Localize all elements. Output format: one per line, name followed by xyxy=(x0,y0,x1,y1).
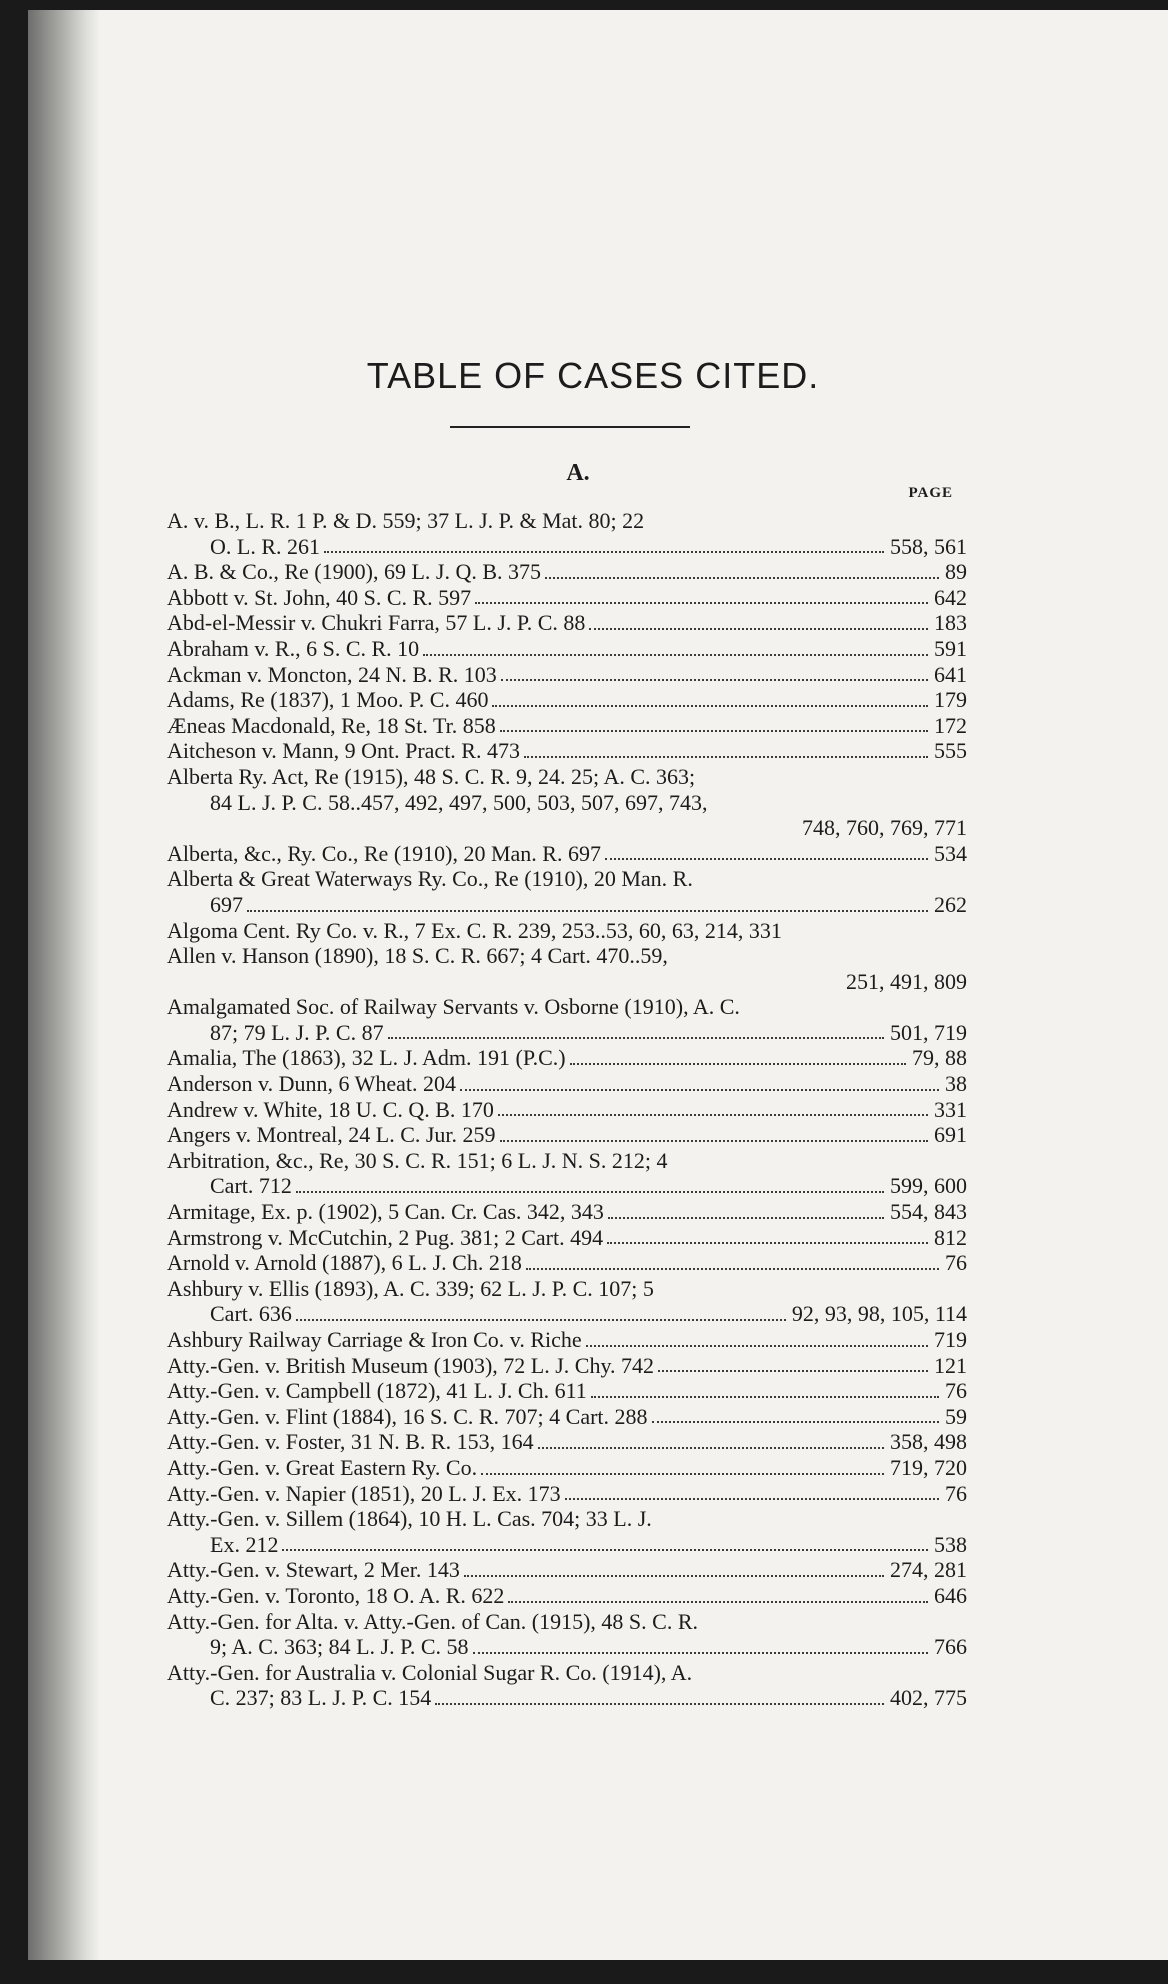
case-entry xyxy=(167,1148,967,1199)
dot-leader xyxy=(545,577,939,579)
page-references: 331 xyxy=(930,1097,967,1123)
case-entry xyxy=(167,1199,967,1225)
case-entry xyxy=(167,738,967,764)
case-entry xyxy=(167,943,967,994)
page-references: 172 xyxy=(930,713,967,739)
case-citation-text: Alberta, &c., Ry. Co., Re (1910), 20 Man. R. 697 xyxy=(167,841,605,866)
page-references: 591 xyxy=(930,636,967,662)
case-citation-line xyxy=(167,636,967,662)
page-references: 179 xyxy=(930,687,967,713)
case-citation-text: Ashbury v. Ellis (1893), A. C. 339; 62 L. J. P. C. 107; 5 xyxy=(167,1276,658,1301)
case-citation-continuation xyxy=(167,1301,967,1327)
dot-leader xyxy=(282,1549,928,1551)
case-citation-line xyxy=(167,1225,967,1251)
book-page xyxy=(28,10,1168,1960)
case-citation-text: A. B. & Co., Re (1900), 69 L. J. Q. B. 375 xyxy=(167,559,545,584)
case-citation-line xyxy=(167,1404,967,1430)
page-references: 358, 498 xyxy=(886,1429,967,1455)
page-references: 646 xyxy=(930,1583,967,1609)
case-citation-line xyxy=(167,508,967,534)
case-citation-text: 251, 491, 809 xyxy=(846,968,967,994)
case-citation-line xyxy=(167,1429,967,1455)
case-citation-text: Atty.-Gen. v. British Museum (1903), 72 L. J. Chy. 742 xyxy=(167,1353,658,1378)
case-entry xyxy=(167,1378,967,1404)
case-citation-line xyxy=(167,1199,967,1225)
case-entry xyxy=(167,1404,967,1430)
case-citation-text: Adams, Re (1837), 1 Moo. P. C. 460 xyxy=(167,687,492,712)
page-references: 642 xyxy=(930,585,967,611)
dot-leader xyxy=(388,1037,884,1039)
title-rule xyxy=(450,426,690,428)
dot-leader xyxy=(570,1063,906,1065)
dot-leader xyxy=(296,1191,884,1193)
case-entry xyxy=(167,1097,967,1123)
case-citation-text: Atty.-Gen. v. Toronto, 18 O. A. R. 622 xyxy=(167,1583,508,1608)
case-citation-text: C. 237; 83 L. J. P. C. 154 xyxy=(210,1685,435,1710)
case-entry xyxy=(167,866,967,917)
dot-leader xyxy=(498,1114,928,1116)
case-citation-text: Atty.-Gen. for Australia v. Colonial Sugar R. Co. (1914), A. xyxy=(167,1660,696,1685)
case-citation-text: Armitage, Ex. p. (1902), 5 Can. Cr. Cas. 342, 343 xyxy=(167,1199,608,1224)
dot-leader xyxy=(247,910,928,912)
page-references: 262 xyxy=(930,892,967,918)
case-citation-text: Abbott v. St. John, 40 S. C. R. 597 xyxy=(167,585,475,610)
page-references: 92, 93, 98, 105, 114 xyxy=(788,1301,967,1327)
dot-leader xyxy=(500,1140,928,1142)
case-citation-text: Aitcheson v. Mann, 9 Ont. Pract. R. 473 xyxy=(167,738,524,763)
page-references: 558, 561 xyxy=(886,534,967,560)
dot-leader xyxy=(481,1473,884,1475)
case-entry xyxy=(167,1353,967,1379)
case-citation-line xyxy=(167,585,967,611)
case-citation-text: Atty.-Gen. v. Flint (1884), 16 S. C. R. 707; 4 Cart. 288 xyxy=(167,1404,652,1429)
page-references: 183 xyxy=(930,610,967,636)
page-references: 76 xyxy=(941,1378,967,1404)
dot-leader xyxy=(565,1498,939,1500)
dot-leader xyxy=(475,602,928,604)
case-entry xyxy=(167,1250,967,1276)
case-citation-text: Allen v. Hanson (1890), 18 S. C. R. 667; 4 Cart. 470..59, xyxy=(167,943,672,968)
dot-leader xyxy=(608,1217,884,1219)
case-citation-text: Atty.-Gen. v. Great Eastern Ry. Co. xyxy=(167,1455,481,1480)
case-citation-line xyxy=(167,943,967,969)
page-references: 79, 88 xyxy=(908,1045,967,1071)
case-citation-text: Atty.-Gen. v. Campbell (1872), 41 L. J. Ch. 611 xyxy=(167,1378,591,1403)
case-entry xyxy=(167,1122,967,1148)
case-citation-text: 748, 760, 769, 771 xyxy=(802,815,967,841)
case-citation-text: Amalia, The (1863), 32 L. J. Adm. 191 (P.C.) xyxy=(167,1045,570,1070)
case-citation-text: Æneas Macdonald, Re, 18 St. Tr. 858 xyxy=(167,713,500,738)
dot-leader xyxy=(460,1089,939,1091)
page-references: 719, 720 xyxy=(886,1455,967,1481)
case-citation-continuation xyxy=(167,1685,967,1711)
case-entry xyxy=(167,1429,967,1455)
case-citation-line xyxy=(167,994,967,1020)
page-references: 89 xyxy=(941,559,967,585)
case-citation-line xyxy=(167,738,967,764)
case-citation-text: 9; A. C. 363; 84 L. J. P. C. 58 xyxy=(210,1634,473,1659)
dot-leader xyxy=(605,858,928,860)
page-references: 691 xyxy=(930,1122,967,1148)
case-citation-text: Cart. 636 xyxy=(210,1301,296,1326)
case-citation-line xyxy=(167,1250,967,1276)
case-entry xyxy=(167,1225,967,1251)
dot-leader xyxy=(501,679,928,681)
case-citation-continuation xyxy=(167,815,967,841)
case-citation-line xyxy=(167,1045,967,1071)
page-references: 59 xyxy=(941,1404,967,1430)
case-citation-text: A. v. B., L. R. 1 P. & D. 559; 37 L. J. P. & Mat. 80; 22 xyxy=(167,508,648,533)
page-references: 402, 775 xyxy=(886,1685,967,1711)
dot-leader xyxy=(508,1601,928,1603)
case-citation-text: Alberta & Great Waterways Ry. Co., Re (1910), 20 Man. R. xyxy=(167,866,697,891)
case-citation-text: Ex. 212 xyxy=(210,1532,282,1557)
dot-leader xyxy=(492,705,928,707)
case-citation-line xyxy=(167,1097,967,1123)
case-citation-text: Atty.-Gen. v. Napier (1851), 20 L. J. Ex. 173 xyxy=(167,1481,565,1506)
case-citation-line xyxy=(167,1660,967,1686)
page-references: 766 xyxy=(930,1634,967,1660)
case-citation-line xyxy=(167,1609,967,1635)
dot-leader xyxy=(658,1370,928,1372)
dot-leader xyxy=(652,1421,939,1423)
dot-leader xyxy=(589,628,928,630)
case-entry xyxy=(167,1609,967,1660)
dot-leader xyxy=(435,1703,884,1705)
case-citation-text: Amalgamated Soc. of Railway Servants v. Osborne (1910), A. C. xyxy=(167,994,744,1019)
case-citation-continuation xyxy=(167,1532,967,1558)
case-citation-line xyxy=(167,866,967,892)
case-citation-text: Atty.-Gen. v. Sillem (1864), 10 H. L. Cas. 704; 33 L. J. xyxy=(167,1506,656,1531)
case-entry xyxy=(167,508,967,559)
page-references: 599, 600 xyxy=(886,1173,967,1199)
case-citation-text: Cart. 712 xyxy=(210,1173,296,1198)
case-entry xyxy=(167,713,967,739)
page-references: 76 xyxy=(941,1481,967,1507)
case-entry xyxy=(167,610,967,636)
page-references: 554, 843 xyxy=(886,1199,967,1225)
case-citation-text: 84 L. J. P. C. 58..457, 492, 497, 500, 503, 507, 697, 743, xyxy=(210,790,711,815)
case-citation-line xyxy=(167,1455,967,1481)
page-references: 538 xyxy=(930,1532,967,1558)
page-references: 501, 719 xyxy=(886,1020,967,1046)
case-citation-text: 697 xyxy=(210,892,247,917)
case-citation-text: Abraham v. R., 6 S. C. R. 10 xyxy=(167,636,423,661)
case-entry xyxy=(167,687,967,713)
case-citation-continuation xyxy=(167,892,967,918)
case-citation-continuation xyxy=(167,969,967,995)
case-citation-line xyxy=(167,662,967,688)
case-entry xyxy=(167,636,967,662)
case-citation-line xyxy=(167,1353,967,1379)
page-references: 121 xyxy=(930,1353,967,1379)
case-citation-continuation xyxy=(167,534,967,560)
case-entry xyxy=(167,662,967,688)
case-citation-line xyxy=(167,687,967,713)
dot-leader xyxy=(526,1268,939,1270)
case-entry xyxy=(167,1455,967,1481)
case-citation-line xyxy=(167,610,967,636)
dot-leader xyxy=(524,756,928,758)
case-citation-line xyxy=(167,841,967,867)
case-citation-continuation xyxy=(167,1634,967,1660)
case-citation-text: Alberta Ry. Act, Re (1915), 48 S. C. R. 9, 24. 25; A. C. 363; xyxy=(167,764,699,789)
case-citation-line xyxy=(167,559,967,585)
page-references: 812 xyxy=(930,1225,967,1251)
case-citation-text: Ackman v. Moncton, 24 N. B. R. 103 xyxy=(167,662,501,687)
page-references: 641 xyxy=(930,662,967,688)
page-references: 274, 281 xyxy=(886,1557,967,1583)
dot-leader xyxy=(296,1319,786,1321)
case-citation-line xyxy=(167,918,967,944)
case-citation-line xyxy=(167,1583,967,1609)
case-citation-text: Andrew v. White, 18 U. C. Q. B. 170 xyxy=(167,1097,498,1122)
case-entry xyxy=(167,1481,967,1507)
page-references: 38 xyxy=(941,1071,967,1097)
case-citation-text: Atty.-Gen. v. Foster, 31 N. B. R. 153, 164 xyxy=(167,1429,538,1454)
page-column-label: PAGE xyxy=(908,485,953,501)
case-entry xyxy=(167,1045,967,1071)
dot-leader xyxy=(423,654,928,656)
case-citation-line xyxy=(167,1071,967,1097)
case-citation-line xyxy=(167,1122,967,1148)
page-references: 555 xyxy=(930,738,967,764)
case-entry xyxy=(167,1276,967,1327)
case-entry xyxy=(167,1506,967,1557)
case-citation-text: Atty.-Gen. for Alta. v. Atty.-Gen. of Can. (1915), 48 S. C. R. xyxy=(167,1609,702,1634)
case-entry xyxy=(167,1557,967,1583)
case-entry xyxy=(167,918,967,944)
case-citation-text: O. L. R. 261 xyxy=(210,534,324,559)
dot-leader xyxy=(591,1396,939,1398)
page-references: 719 xyxy=(930,1327,967,1353)
case-entry xyxy=(167,764,967,841)
case-entry xyxy=(167,585,967,611)
page-references: 76 xyxy=(941,1250,967,1276)
case-citation-line xyxy=(167,1506,967,1532)
case-citation-line xyxy=(167,1378,967,1404)
case-citation-line xyxy=(167,1481,967,1507)
binding-gutter xyxy=(28,10,100,1960)
case-citation-line xyxy=(167,713,967,739)
dot-leader xyxy=(607,1242,928,1244)
case-citation-line xyxy=(167,1148,967,1174)
case-citation-line xyxy=(167,1327,967,1353)
case-citation-line xyxy=(167,1557,967,1583)
case-citation-text: Armstrong v. McCutchin, 2 Pug. 381; 2 Cart. 494 xyxy=(167,1225,607,1250)
case-entry xyxy=(167,1660,967,1711)
case-citation-text: Abd-el-Messir v. Chukri Farra, 57 L. J. P. C. 88 xyxy=(167,610,589,635)
case-citation-continuation xyxy=(167,1173,967,1199)
dot-leader xyxy=(538,1447,884,1449)
case-citation-text: Algoma Cent. Ry Co. v. R., 7 Ex. C. R. 239, 253..53, 60, 63, 214, 331 xyxy=(167,918,786,943)
dot-leader xyxy=(324,551,884,553)
case-entry xyxy=(167,1071,967,1097)
case-citation-continuation xyxy=(167,1020,967,1046)
case-citation-text: Anderson v. Dunn, 6 Wheat. 204 xyxy=(167,1071,460,1096)
dot-leader xyxy=(473,1652,928,1654)
case-citation-text: Arnold v. Arnold (1887), 6 L. J. Ch. 218 xyxy=(167,1250,526,1275)
page-title: TABLE OF CASES CITED. xyxy=(366,355,820,396)
dot-leader xyxy=(500,730,928,732)
case-entry xyxy=(167,841,967,867)
case-entry xyxy=(167,1583,967,1609)
case-entry xyxy=(167,994,967,1045)
case-citation-text: Arbitration, &c., Re, 30 S. C. R. 151; 6 L. J. N. S. 212; 4 xyxy=(167,1148,672,1173)
case-citation-text: Ashbury Railway Carriage & Iron Co. v. Riche xyxy=(167,1327,586,1352)
case-entry xyxy=(167,559,967,585)
case-citation-line xyxy=(167,764,967,790)
case-citation-text: Atty.-Gen. v. Stewart, 2 Mer. 143 xyxy=(167,1557,464,1582)
dot-leader xyxy=(464,1575,884,1577)
page-references: 534 xyxy=(930,841,967,867)
case-citation-text: Angers v. Montreal, 24 L. C. Jur. 259 xyxy=(167,1122,500,1147)
case-citation-text: 87; 79 L. J. P. C. 87 xyxy=(210,1020,388,1045)
dot-leader xyxy=(586,1345,928,1347)
section-heading: A. xyxy=(566,460,590,486)
case-list xyxy=(167,508,967,1711)
case-citation-line xyxy=(167,1276,967,1302)
case-citation-continuation xyxy=(167,790,967,816)
case-entry xyxy=(167,1327,967,1353)
